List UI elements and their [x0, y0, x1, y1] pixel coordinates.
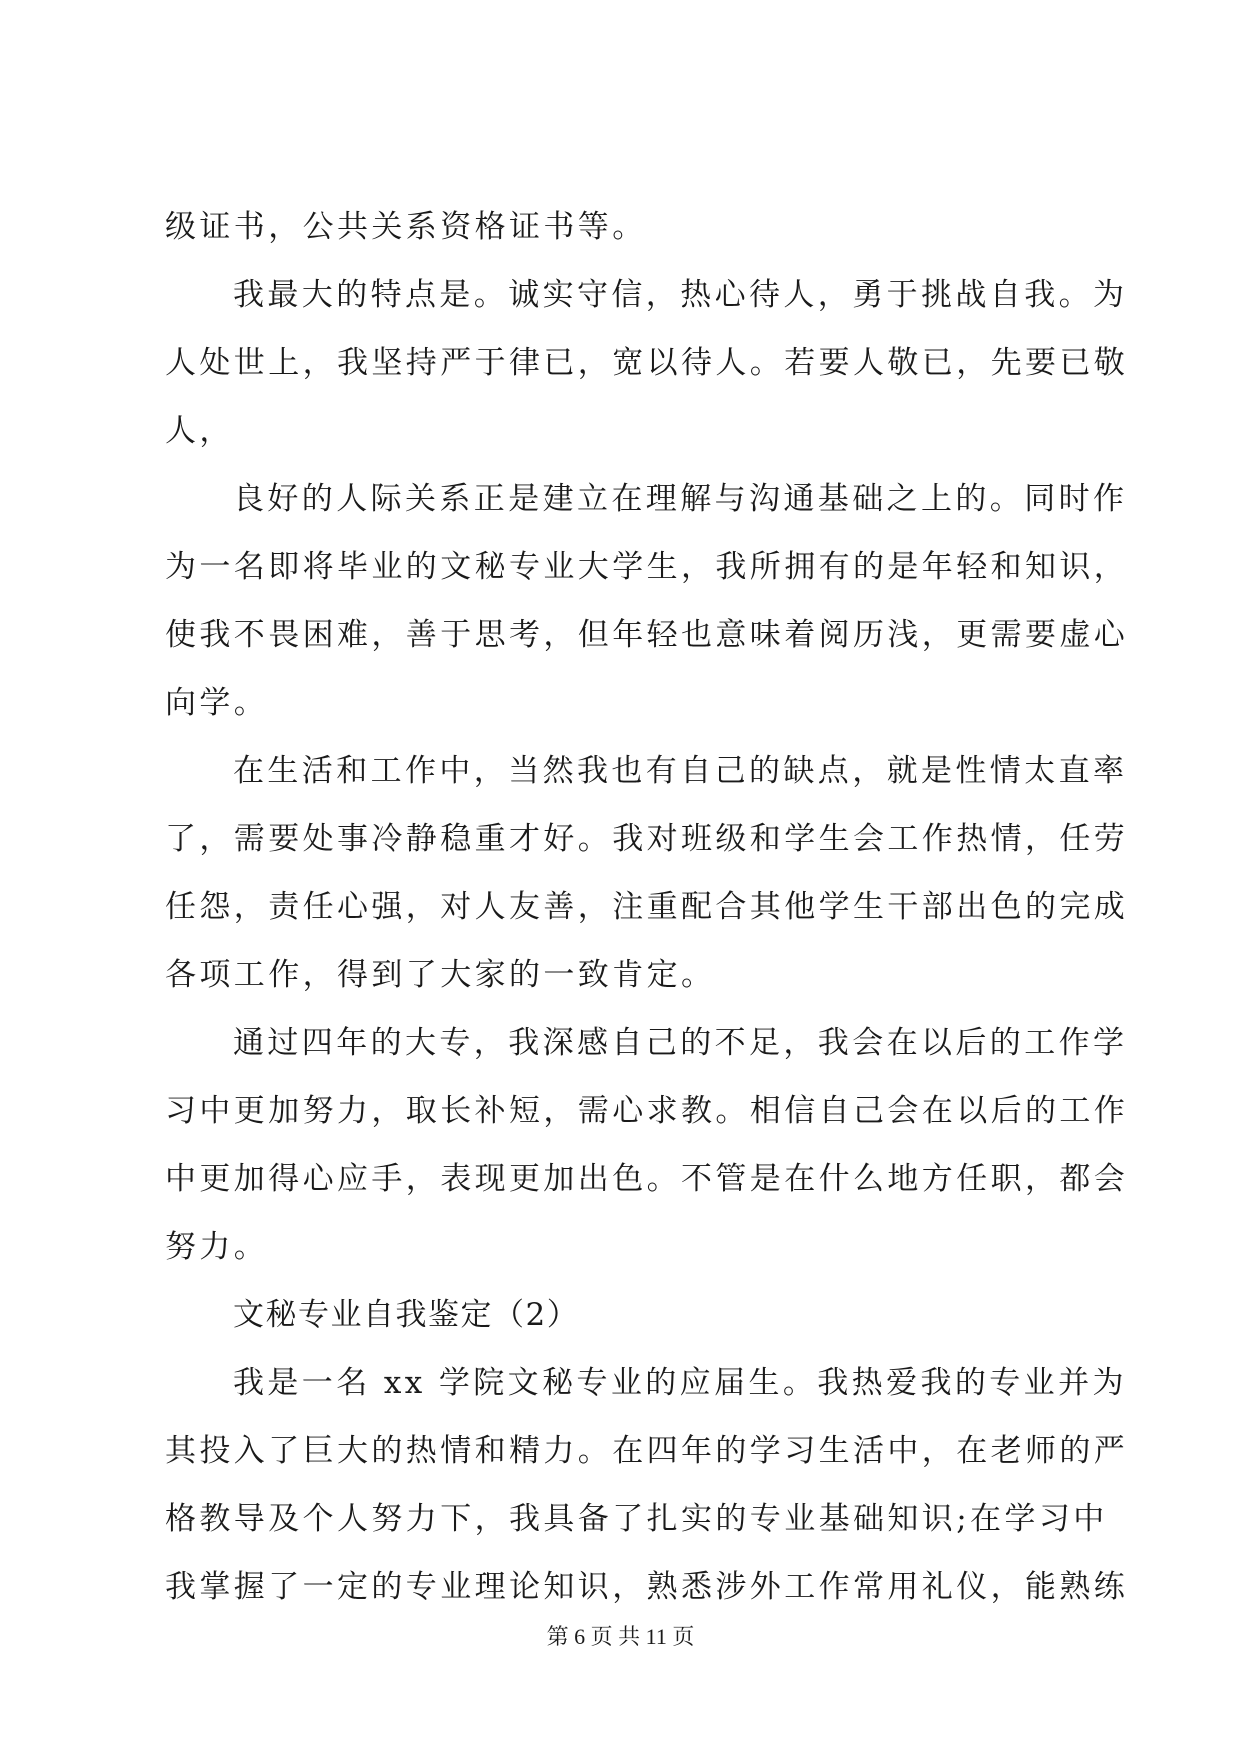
text-line: 级证书，公共关系资格证书等。	[165, 209, 647, 245]
text-line: 习中更加努力，取长补短，需心求教。相信自己会在以后的工作	[165, 1093, 1129, 1129]
document-body	[165, 205, 1129, 1633]
section-heading: 文秘专业自我鉴定（2）	[233, 1297, 580, 1333]
page-footer: 第 6 页 共 11 页	[546, 1624, 695, 1649]
text-line: 努力。	[165, 1229, 269, 1265]
text-line: 其投入了巨大的热情和精力。在四年的学习生活中，在老师的严	[165, 1433, 1129, 1469]
text-line: 我最大的特点是。诚实守信，热心待人，勇于挑战自我。为	[233, 277, 1128, 313]
text-line: 通过四年的大专，我深感自己的不足，我会在以后的工作学	[233, 1025, 1128, 1061]
text-line: 良好的人际关系正是建立在理解与沟通基础之上的。同时作	[233, 481, 1128, 517]
text-line: 使我不畏困难，善于思考，但年轻也意味着阅历浅，更需要虚心	[165, 617, 1129, 653]
text-line: 向学。	[165, 685, 269, 721]
text-line: 为一名即将毕业的文秘专业大学生，我所拥有的是年轻和知识，	[165, 549, 1129, 585]
text-line: 格教导及个人努力下，我具备了扎实的专业基础知识;在学习中	[165, 1501, 1108, 1537]
text-line: 各项工作，得到了大家的一致肯定。	[165, 957, 716, 993]
text-line: 我是一名 xx 学院文秘专业的应届生。我热爱我的专业并为	[233, 1365, 1127, 1401]
text-line: 了，需要处事冷静稳重才好。我对班级和学生会工作热情，任劳	[165, 821, 1129, 857]
text-line: 中更加得心应手，表现更加出色。不管是在什么地方任职，都会	[165, 1161, 1129, 1197]
text-line: 在生活和工作中，当然我也有自己的缺点，就是性情太直率	[233, 753, 1128, 789]
text-line: 人，	[165, 413, 234, 449]
text-line: 任怨，责任心强，对人友善，注重配合其他学生干部出色的完成	[165, 889, 1129, 925]
text-line: 人处世上，我坚持严于律已，宽以待人。若要人敬已，先要已敬	[165, 345, 1129, 381]
text-line: 我掌握了一定的专业理论知识，熟悉涉外工作常用礼仪，能熟练	[165, 1569, 1129, 1605]
